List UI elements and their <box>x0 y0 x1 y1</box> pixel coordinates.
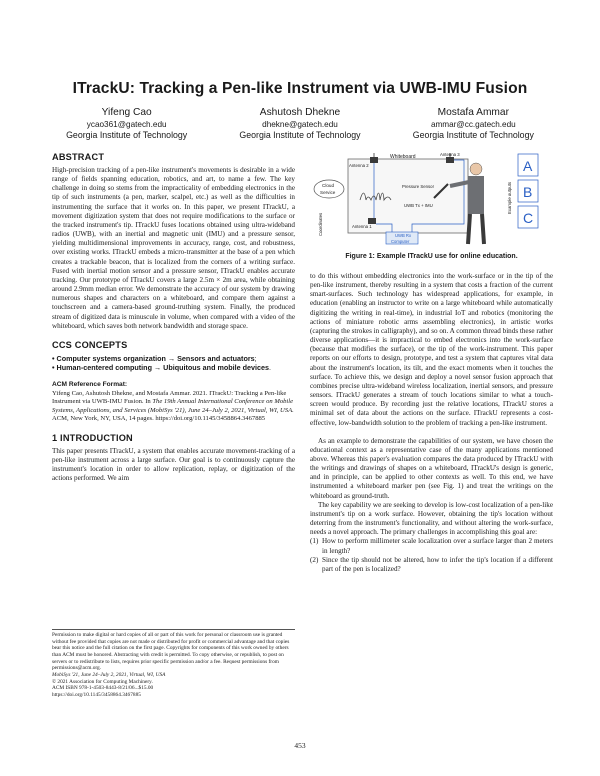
label-cloud: Cloud <box>322 183 335 188</box>
author-3 <box>387 107 560 141</box>
author-email: dhekne@gatech.edu <box>262 120 338 129</box>
author-block <box>40 107 560 141</box>
label-service: Service <box>320 190 336 195</box>
intro-paragraph-1: to do this without embedding electronics into the work-surface or in the tip of the pen-like instrument, thereby resulting in a system that costs a fraction of the current smart-surfaces. Such technology has widespread applications, for example, in education (enabling an instructor to write on a large whiteboard while automatically digitizing the writing in real-time), in industrial IoT and robotics (monitoring the actions of miniature robotic arms assembling electronics), in artistic works (capturing the strokes in calligraphy), and so on. A common thread binds these rather diverse applications—it is impractical to embed electronics into the work-surface (because that modifies the surface), or the tip of the work-instrument. This paper reports on our efforts to design, prototype, and test a system that captures vital data about the instrument's location, its tilt, and the exact moments when it touches the surface. To achieve this, we design and deploy a novel sensor fusion approach that combines precise ultra-wideband wireless localization, inertial sensors, and pressure sensors. ITrackU generates a stream of touch locations similar to what a touch-screen would produce. By recording just the relative locations, ITrackU stores a minimal set of data about the actions on the surface. ITrackU represents a cost-effective, low-bandwidth solution to the problem of tracking a pen-like instrument. <box>310 272 553 427</box>
person-legs-shape <box>468 214 484 244</box>
author-1 <box>40 107 213 141</box>
label-antenna-2: Antenna 2 <box>349 163 369 168</box>
label-whiteboard: Whiteboard <box>390 154 416 160</box>
ccs-concepts <box>52 354 295 372</box>
author-name: Yifeng Cao <box>101 107 152 118</box>
ccs-term: → Sensors and actuators <box>167 353 255 363</box>
label-output-a: A <box>523 158 533 174</box>
list-number: (1) <box>310 537 319 546</box>
person-body-shape <box>468 176 484 214</box>
list-text: Since the tip should not be altered, how to infer the tip's location if a different part of the pen is localized? <box>322 555 553 573</box>
permission-venue: MobiSys '21, June 24–July 2, 2021, Virtual, WI, USA <box>52 671 166 678</box>
label-output-b: B <box>523 184 533 200</box>
intro-paragraph-2: As an example to demonstrate the capabilities of our system, we have chosen the educational context as a representative case of the many applications mentioned above. Whereas this paper's evaluation compares the data produced by ITrackU with the writings and drawings of shapes on a whiteboard, ITrackU's design is generic, and in principle, can be applied to other contexts as well. To this end, we have instrumented a whiteboard marker pen (see Fig. 1) and treat the writings on the whiteboard as ground-truth. <box>310 436 553 500</box>
abstract-heading: ABSTRACT <box>52 152 105 162</box>
author-affiliation: Georgia Institute of Technology <box>66 130 188 140</box>
author-2 <box>213 107 386 141</box>
label-uwb-rx: UWB Rx <box>395 233 412 238</box>
ccs-term: • Human-centered computing <box>52 363 152 373</box>
permission-isbn: ACM ISBN 978-1-4503-8443-8/21/06...$15.00 <box>52 685 154 692</box>
paper-title: ITrackU: Tracking a Pen-like Instrument via UWB-IMU Fusion <box>72 80 528 97</box>
figure-1-illustration <box>312 152 552 248</box>
label-antenna-3: Antenna 3 <box>440 152 460 157</box>
list-text: How to perform millimeter scale localization over a surface larger than 2 meters in length? <box>322 537 553 555</box>
introduction-text: This paper presents ITrackU, a system that enables accurate movement-tracking of a pen-like instrument across a large surface. Our goal is to continuously capture the instrument's location in order to allow replication, replay, or digitization of the actions performed. We aim <box>52 446 295 483</box>
list-number: (2) <box>310 555 319 564</box>
page-number: 453 <box>294 741 306 750</box>
ccs-heading: CCS CONCEPTS <box>52 339 128 350</box>
ccs-punct: ; <box>254 353 257 363</box>
label-pressure-sensor: Pressure Sensor <box>402 184 435 189</box>
permission-doi[interactable]: https://doi.org/10.1145/3458864.3467885 <box>52 691 141 698</box>
label-uwb-tx-imu: UWB Tx + IMU <box>404 203 433 208</box>
author-email: ycao361@gatech.edu <box>86 120 167 129</box>
abstract-text: High-precision tracking of a pen-like instrument's movements is desirable in a wide range of fields spanning education, robotics, and art, to name a few. The key challenge in doing so stems from the impracticality of embedding electronics in the tip of such instruments (a pen, marker, scalpel, etc.) as well as the difficulties in instrumenting the surface that it works on. In this paper, we present ITrackU, a movement digitization system that does not require modifications to the surface or the tracked instrument's tip. ITrackU fuses locations obtained using ultra-wideband radios (UWB), with an inertial and magnetic unit (IMU) and a pressure sensor, yielding multidimensional improvements in accuracy, range, cost, and robustness, over existing works. ITrackU embeds a micro-transmitter at the base of a pen which creates a trackable beacon, that is localized from the corners of a writing surface. Fused with inertial motion sensor and a pressure sensor, ITrackU enables accurate tracking. Our prototype of ITrackU covers a large 2.5m × 2m area, while obtaining around 2.9mm median error. We demonstrate the accuracy of our system by drawing numerous shapes and characters on a whiteboard, and compare them against a touchscreen and a camera-based ground-truthing system. Finally, the produced stream of digitized data is minuscule in volume, when compared with a video of the whiteboard, which saves both network bandwidth and storage space. <box>52 166 295 330</box>
antenna-2-icon <box>370 153 378 163</box>
permission-text: Permission to make digital or hard copies of all or part of this work for personal or classroom use is granted without fee provided that copies are not made or distributed for profit or commercial advantage and that copies bear this notice and the full citation on the first page. Copyrights for components of this work owned by others than ACM must be honored. Abstracting with credit is permitted. To copy otherwise, or republish, to post on servers or to redistribute to lists, requires prior specific permission and/or a fee. Request permissions from permissions@acm.org. <box>52 632 290 672</box>
reference-format-heading: ACM Reference Format: <box>52 381 128 389</box>
challenge-list-item <box>310 537 553 555</box>
reference-format-text: Yifeng Cao, Ashutosh Dhekne, and Mostafa Ammar. 2021. ITrackU: Tracking a Pen-like Instrument via UWB-IMU Fusion. In The 19th Annual International Conference on Mobile Systems, Applications, and Services (MobiSys '21), June 24–July 2, 2021, Virtual, WI, USA. ACM, New York, NY, USA, 14 pages. https://doi.org/10.1145/3458864.3467885 <box>52 389 294 423</box>
ccs-term: → Ubiquitous and mobile devices <box>153 363 269 373</box>
permission-copyright: © 2021 Association for Computing Machinery. <box>52 678 153 685</box>
author-name: Ashutosh Dhekne <box>259 107 341 118</box>
intro-paragraph-3: The key capability we are seeking to develop is low-cost localization of a pen-like instrument's tip on a work surface. However, obtaining the tip's location without deterring from the instrument's functionality, and without altering the work-surface, needs a novel approach. The primary challenges in accomplishing this goal are: <box>310 500 553 537</box>
challenge-list-item <box>310 556 553 574</box>
author-email: ammar@cc.gatech.edu <box>430 120 516 129</box>
label-example-outputs: Example outputs <box>507 181 512 214</box>
ccs-punct: . <box>269 363 271 373</box>
whiteboard-shape <box>348 159 468 233</box>
ccs-term: • Computer systems organization <box>52 353 166 363</box>
author-affiliation: Georgia Institute of Technology <box>239 130 361 140</box>
label-computer: Computer <box>391 239 410 244</box>
right-column <box>310 272 553 574</box>
label-antenna-1: Antenna 1 <box>352 224 372 229</box>
label-output-c: C <box>523 210 534 226</box>
person-head-icon <box>470 163 482 175</box>
author-name: Mostafa Ammar <box>437 107 509 118</box>
permission-block <box>52 629 295 699</box>
author-affiliation: Georgia Institute of Technology <box>412 130 534 140</box>
left-column <box>52 152 295 483</box>
label-coordinates: Coordinates <box>318 212 323 236</box>
figure-1-caption: Figure 1: Example ITrackU use for online education. <box>345 253 518 260</box>
introduction-heading: 1 INTRODUCTION <box>52 432 133 443</box>
